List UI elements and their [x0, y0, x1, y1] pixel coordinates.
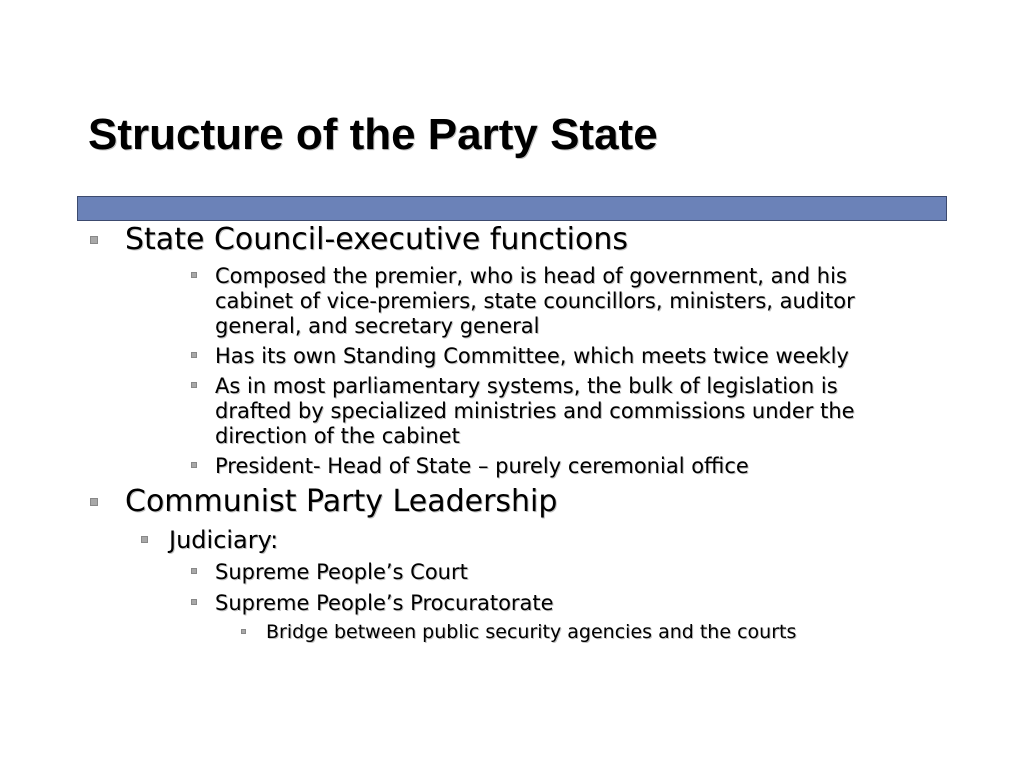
slide-title: Structure of the Party State: [88, 110, 658, 159]
bullet-text: Judiciary:: [169, 526, 279, 554]
bullet-text-line: cabinet of vice-premiers, state councillors, ministers, auditor: [215, 289, 855, 313]
bullet-text: [215, 374, 855, 449]
bullet-text: Supreme People’s Court: [215, 560, 468, 584]
bullet-text: Bridge between public security agencies and the courts: [266, 621, 797, 643]
bullet-text: [215, 264, 855, 339]
bullet-text-line: general, and secretary general: [215, 314, 540, 338]
bullet-text: Has its own Standing Committee, which meets twice weekly: [215, 344, 849, 368]
bullet-text: Supreme People’s Procuratorate: [215, 591, 554, 615]
bullet-text-line: drafted by specialized ministries and commissions under the: [215, 399, 855, 423]
square-bullet-icon: [90, 236, 98, 244]
square-bullet-icon: [191, 568, 197, 574]
square-bullet-icon: [141, 536, 148, 543]
square-bullet-icon: [191, 352, 197, 358]
square-bullet-icon: [90, 498, 98, 506]
bullet-text: Communist Party Leadership: [125, 484, 558, 519]
bullet-text-line: As in most parliamentary systems, the bulk of legislation is: [215, 374, 838, 398]
bullet-text-line: Composed the premier, who is head of government, and his: [215, 264, 847, 288]
square-bullet-icon: [191, 462, 197, 468]
square-bullet-icon: [191, 272, 197, 278]
square-bullet-icon: [191, 382, 197, 388]
square-bullet-icon: [191, 599, 197, 605]
bullet-text: President- Head of State – purely ceremonial office: [215, 454, 749, 478]
square-bullet-icon: [241, 629, 246, 634]
bullet-text-line: direction of the cabinet: [215, 424, 460, 448]
title-rule-bar: [77, 196, 947, 221]
bullet-text: State Council-executive functions: [125, 222, 629, 257]
